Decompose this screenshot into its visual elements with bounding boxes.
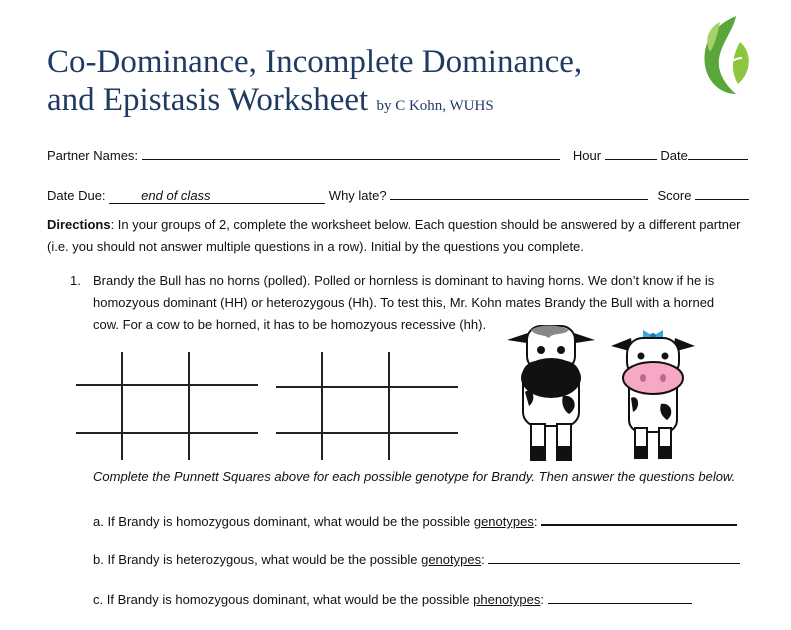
partner-names-label: Partner Names: bbox=[47, 148, 139, 163]
directions-label: Directions bbox=[47, 217, 111, 232]
question-number: 1. bbox=[70, 273, 81, 288]
punnett-square-2[interactable] bbox=[276, 352, 458, 460]
subquestion-c-suffix: : bbox=[540, 592, 544, 607]
partner-names-field[interactable] bbox=[142, 146, 560, 160]
subquestion-a-prefix: If Brandy is homozygous dominant, what would be the possible bbox=[107, 514, 474, 529]
subquestion-b-answer[interactable] bbox=[488, 550, 740, 564]
hour-label: Hour bbox=[572, 148, 602, 163]
subquestion-c bbox=[93, 590, 692, 607]
date-field[interactable] bbox=[688, 146, 748, 160]
subquestion-b-letter: b. bbox=[93, 552, 104, 567]
question-1-line-1: Brandy the Bull has no horns (polled). Polled or hornless is dominant to having horns. We don’t know if he is bbox=[93, 273, 715, 288]
subquestion-a-answer[interactable] bbox=[541, 511, 737, 526]
leaf-logo-icon bbox=[692, 12, 752, 98]
subquestion-c-prefix: If Brandy is homozygous dominant, what would be the possible bbox=[106, 592, 474, 607]
question-1-line-3: cow. For a cow to be horned, it has to be homozyous recessive (hh). bbox=[93, 317, 487, 332]
punnett-instruction: Complete the Punnett Squares above for each possible genotype for Brandy. Then answer the questions below. bbox=[93, 469, 736, 484]
subquestion-a-letter: a. bbox=[93, 514, 104, 529]
byline: by C Kohn, WUHS bbox=[376, 98, 494, 114]
subquestion-c-term: phenotypes bbox=[473, 592, 541, 607]
cow-cartoon-icon bbox=[609, 324, 697, 460]
subquestion-b-suffix: : bbox=[481, 552, 485, 567]
date-label: Date bbox=[660, 148, 688, 163]
question-1-line-2: homozyous dominant (HH) or heterozygous (Hh). To test this, Mr. Kohn mates Brandy the Bull with a horned bbox=[93, 295, 715, 310]
subquestion-c-answer[interactable] bbox=[548, 590, 692, 604]
directions-text: : In your groups of 2, complete the worksheet below. Each question should be answered by a different partner (i.e. you should not answer multiple questions in a row). Initial by the questions you complete. bbox=[47, 217, 741, 254]
bull-cartoon-icon bbox=[503, 322, 599, 462]
date-due-label: Date Due: bbox=[47, 188, 106, 203]
title-line-1: Co-Dominance, Incomplete Dominance, bbox=[47, 44, 583, 80]
subquestion-c-letter: c. bbox=[93, 592, 104, 607]
punnett-square-1[interactable] bbox=[76, 352, 258, 460]
score-label: Score bbox=[657, 188, 692, 203]
subquestion-b-prefix: If Brandy is heterozygous, what would be the possible bbox=[107, 552, 422, 567]
subquestion-b bbox=[93, 550, 740, 567]
score-field[interactable] bbox=[695, 186, 749, 200]
title-text: and Epistasis Worksheet bbox=[47, 82, 369, 118]
subquestion-b-term: genotypes bbox=[421, 552, 482, 567]
subquestion-a-term: genotypes bbox=[473, 514, 534, 529]
date-due-field[interactable]: end of class bbox=[109, 188, 325, 204]
hour-field[interactable] bbox=[605, 146, 657, 160]
title-line-2 bbox=[47, 82, 494, 124]
why-late-label: Why late? bbox=[328, 188, 387, 203]
why-late-field[interactable] bbox=[390, 186, 648, 200]
date-due-row bbox=[47, 186, 749, 204]
subquestion-a bbox=[93, 511, 737, 529]
directions bbox=[47, 214, 747, 258]
subquestion-a-suffix: : bbox=[533, 514, 538, 529]
partner-names-row bbox=[47, 146, 748, 163]
